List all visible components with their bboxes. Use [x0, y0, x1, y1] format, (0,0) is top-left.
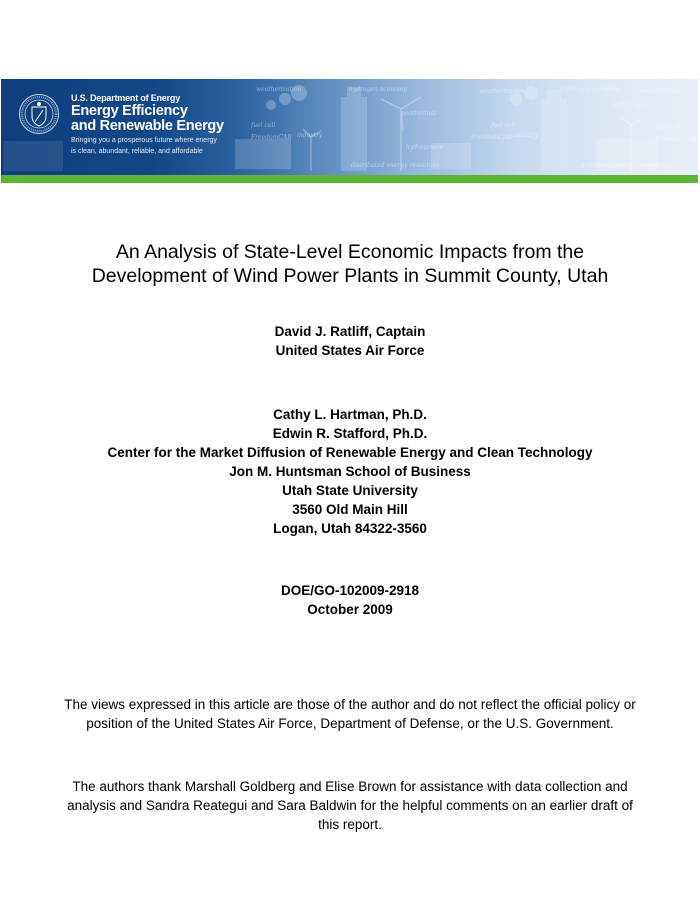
svg-text:hydrogen economy: hydrogen economy — [561, 86, 619, 93]
author-name: David J. Ratliff, Captain — [274, 324, 426, 339]
author-block-primary — [0, 322, 700, 360]
author-name: Edwin R. Stafford, Ph.D. — [272, 426, 428, 441]
svg-text:industry: industry — [297, 132, 323, 139]
title-line-1: An Analysis of State-Level Economic Impacts from the — [115, 241, 585, 263]
doe-seal-icon — [18, 93, 60, 135]
author-affiliation: United States Air Force — [275, 343, 425, 358]
acknowledgment-line-2: analysis and Sandra Reategui and Sara Baldwin for the helpful comments on an earlier draft of — [67, 798, 633, 813]
affiliation-university: Utah State University — [282, 483, 418, 498]
affiliation-school: Jon M. Huntsman School of Business — [229, 464, 471, 479]
document-title — [0, 240, 700, 288]
svg-text:weatherization: weatherization — [641, 88, 687, 95]
author-block-secondary — [0, 405, 700, 538]
svg-text:FreedomCAR: FreedomCAR — [471, 134, 512, 141]
svg-text:weatherization: weatherization — [256, 86, 302, 93]
svg-text:geothermal: geothermal — [401, 110, 436, 117]
svg-text:FreedomCAR: FreedomCAR — [656, 136, 697, 143]
svg-text:weatherization: weatherization — [479, 88, 525, 95]
department-name: U.S. Department of Energy — [71, 93, 181, 103]
disclaimer — [40, 695, 660, 733]
svg-text:fuel cell: fuel cell — [656, 124, 681, 131]
disclaimer-line-1: The views expressed in this article are those of the author and do not reflect the official policy or — [64, 697, 636, 712]
banner-green-stripe — [1, 175, 698, 183]
svg-text:distributed energy resources: distributed energy resources — [581, 162, 670, 169]
disclaimer-line-2: position of the United States Air Force, Department of Defense, or the U.S. Government. — [86, 716, 614, 731]
acknowledgment — [40, 777, 660, 834]
office-name-line-2: and Renewable Energy — [71, 118, 224, 134]
report-date: October 2009 — [307, 602, 393, 617]
affiliation-center: Center for the Market Diffusion of Renewable Energy and Clean Technology — [107, 445, 593, 460]
tagline-line-2: is clean, abundant, reliable, and affordable — [71, 148, 203, 155]
svg-text:FreedomCAR: FreedomCAR — [251, 134, 292, 141]
svg-text:fuel cell: fuel cell — [251, 122, 276, 129]
author-name: Cathy L. Hartman, Ph.D. — [273, 407, 427, 422]
address-city: Logan, Utah 84322-3560 — [273, 521, 427, 536]
svg-text:fuel cell: fuel cell — [491, 122, 516, 129]
office-name-line-1: Energy Efficiency — [71, 103, 188, 119]
svg-text:industry: industry — [513, 132, 539, 139]
address-street: 3560 Old Main Hill — [292, 502, 408, 517]
svg-text:hydropower: hydropower — [406, 144, 443, 151]
doe-eere-banner — [1, 79, 698, 175]
report-number: DOE/GO-102009-2918 — [280, 583, 420, 598]
title-line-2: Development of Wind Power Plants in Summit County, Utah — [91, 265, 609, 287]
acknowledgment-line-3: this report. — [318, 817, 382, 832]
report-info — [0, 581, 700, 619]
svg-text:hydrogen economy: hydrogen economy — [349, 86, 407, 93]
svg-text:distributed energy resources: distributed energy resources — [351, 162, 440, 169]
brand-block — [71, 93, 224, 156]
svg-text:geothermal: geothermal — [611, 102, 646, 109]
tagline-line-1: Bringing you a prosperous future where energy — [71, 137, 217, 144]
acknowledgment-line-1: The authors thank Marshall Goldberg and Elise Brown for assistance with data collection and — [72, 779, 628, 794]
